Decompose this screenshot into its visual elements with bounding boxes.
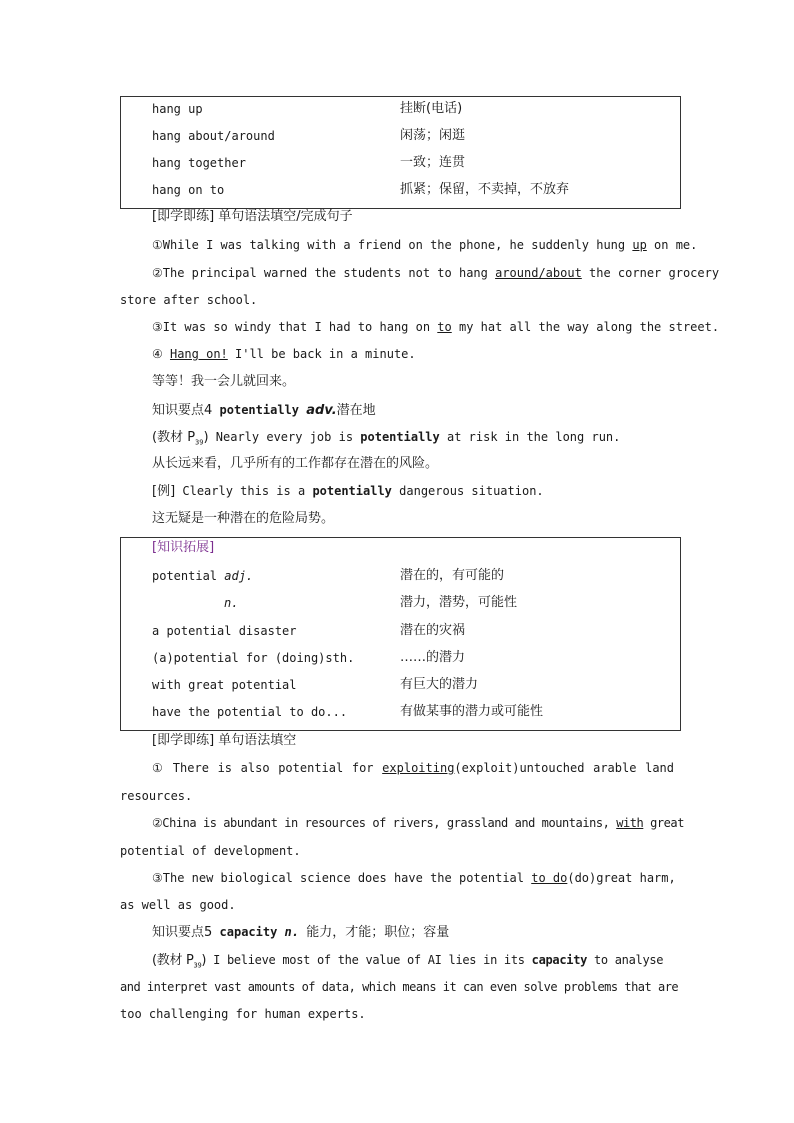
text: ②China is abundant in resources of rivers, grassland and mountains, xyxy=(152,816,617,830)
phrase-en: hang on to xyxy=(152,183,225,197)
phrase-zh: 有巨大的潜力 xyxy=(400,677,479,692)
phrase-en: a potential disaster xyxy=(152,624,297,638)
text: ④ xyxy=(152,347,170,361)
phrase-en: n. xyxy=(224,596,239,610)
table-row xyxy=(121,648,680,668)
exercise-header: [即学即练] 单句语法填空/完成句子 xyxy=(152,209,353,224)
text: my hat all the way along the street. xyxy=(451,320,720,334)
phrase-zh: 潜在的，有可能的 xyxy=(400,568,505,583)
exercise-item xyxy=(152,235,712,255)
text: great xyxy=(643,816,684,830)
source-close: ) xyxy=(201,953,207,968)
phrase-zh: 潜在的灾祸 xyxy=(400,623,466,638)
answer: up xyxy=(632,238,647,252)
phrase-zh: 闲荡；闲逛 xyxy=(400,128,466,143)
exercise-item xyxy=(152,758,674,778)
extension-title: [知识拓展] xyxy=(152,540,215,555)
text: I believe most of the value of AI lies in its xyxy=(206,953,532,967)
kp-pos: n. xyxy=(284,925,299,939)
source-page: 39 xyxy=(193,961,202,970)
text: on me. xyxy=(646,238,698,252)
phrase-en: with great potential xyxy=(152,678,297,692)
phrase-en: hang up xyxy=(152,102,203,116)
example-sentence xyxy=(152,481,712,501)
text: ②The principal warned the students not to hang xyxy=(152,266,496,280)
exercise-item xyxy=(152,813,712,833)
keyword: capacity xyxy=(531,953,588,967)
source-label: (教材 P xyxy=(152,430,196,445)
translation: 这无疑是一种潜在的危险局势。 xyxy=(152,511,335,526)
phrase-zh: 潜力，潜势，可能性 xyxy=(400,595,518,610)
text: to analyse xyxy=(587,953,664,967)
text: Nearly every job is xyxy=(208,430,361,444)
exercise-item-cont: potential of development. xyxy=(120,844,301,858)
answer: to do xyxy=(531,871,568,885)
table-row xyxy=(121,180,680,200)
text: I'll be back in a minute. xyxy=(227,347,416,361)
exercise-item xyxy=(152,344,712,364)
table-row xyxy=(121,621,680,641)
phrase-zh: 抓紧；保留，不卖掉，不放弃 xyxy=(400,182,570,197)
phrase-zh: 挂断(电话) xyxy=(400,101,463,116)
exercise-item-cont: resources. xyxy=(120,789,193,803)
text: ①While I was talking with a friend on the phone, he suddenly hung xyxy=(152,238,633,252)
table-title xyxy=(121,538,680,558)
phrase-zh: ……的潜力 xyxy=(400,650,466,665)
answer: around/about xyxy=(495,266,582,280)
table-row xyxy=(121,99,680,119)
phrase-en: hang together xyxy=(152,156,246,170)
exercise-item-cont: store after school. xyxy=(120,293,258,307)
knowledge-point-heading xyxy=(152,922,712,942)
text: dangerous situation. xyxy=(391,484,544,498)
answer: to xyxy=(437,320,452,334)
text: ③It was so windy that I had to hang on xyxy=(152,320,438,334)
knowledge-extension-table xyxy=(120,537,681,731)
kp-label: 知识要点4 xyxy=(152,403,213,418)
text: Clearly this is a xyxy=(175,484,313,498)
source-page: 39 xyxy=(195,438,204,447)
table-row xyxy=(121,153,680,173)
text: the corner grocery xyxy=(581,266,720,280)
phrase-en: hang about/around xyxy=(152,129,275,143)
phrase-en: (a)potential for (doing)sth. xyxy=(152,651,355,665)
text: ③The new biological science does have the potential xyxy=(152,871,532,885)
kp-meaning: 潜在地 xyxy=(336,403,376,418)
phrase-en: have the potential to do... xyxy=(152,705,348,719)
keyword: potentially xyxy=(312,484,392,498)
kp-word: capacity xyxy=(219,925,278,939)
kp-pos: adv. xyxy=(306,403,337,418)
textbook-sentence xyxy=(152,950,712,970)
translation: 等等！我一会儿就回来。 xyxy=(152,374,296,389)
text: (do)great harm, xyxy=(567,871,676,885)
phrase-en: potential adj. xyxy=(152,569,254,583)
answer: Hang on! xyxy=(169,347,228,361)
exercise-item xyxy=(152,868,674,888)
phrase-table-hang xyxy=(120,96,681,209)
textbook-sentence-cont: and interpret vast amounts of data, which means it can even solve problems that are xyxy=(120,980,679,994)
text: ① There is also potential for xyxy=(152,761,383,775)
table-row xyxy=(121,702,680,722)
exercise-item-cont: as well as good. xyxy=(120,898,236,912)
exercise-item xyxy=(152,317,720,337)
text: at risk in the long run. xyxy=(439,430,621,444)
textbook-sentence xyxy=(152,427,712,447)
answer: with xyxy=(616,816,644,830)
kp-label: 知识要点5 xyxy=(152,925,213,940)
table-row xyxy=(121,566,680,586)
source-close: ) xyxy=(203,430,209,445)
knowledge-point-heading xyxy=(152,400,712,420)
table-row xyxy=(121,593,680,613)
textbook-sentence-cont: too challenging for human experts. xyxy=(120,1007,366,1021)
kp-word: potentially xyxy=(219,403,299,417)
source-label: (教材 P xyxy=(152,953,194,968)
phrase-zh: 有做某事的潜力或可能性 xyxy=(400,704,544,719)
exercise-header: [即学即练] 单句语法填空 xyxy=(152,733,297,748)
exercise-item xyxy=(152,263,720,283)
text: (exploit)untouched arable land xyxy=(454,761,674,775)
table-row xyxy=(121,675,680,695)
answer: exploiting xyxy=(382,761,455,775)
translation: 从长远来看，几乎所有的工作都存在潜在的风险。 xyxy=(152,456,439,471)
example-label: [例] xyxy=(152,484,176,499)
kp-meaning: 能力，才能；职位；容量 xyxy=(306,925,450,940)
keyword: potentially xyxy=(360,430,440,444)
table-row xyxy=(121,126,680,146)
phrase-zh: 一致；连贯 xyxy=(400,155,466,170)
